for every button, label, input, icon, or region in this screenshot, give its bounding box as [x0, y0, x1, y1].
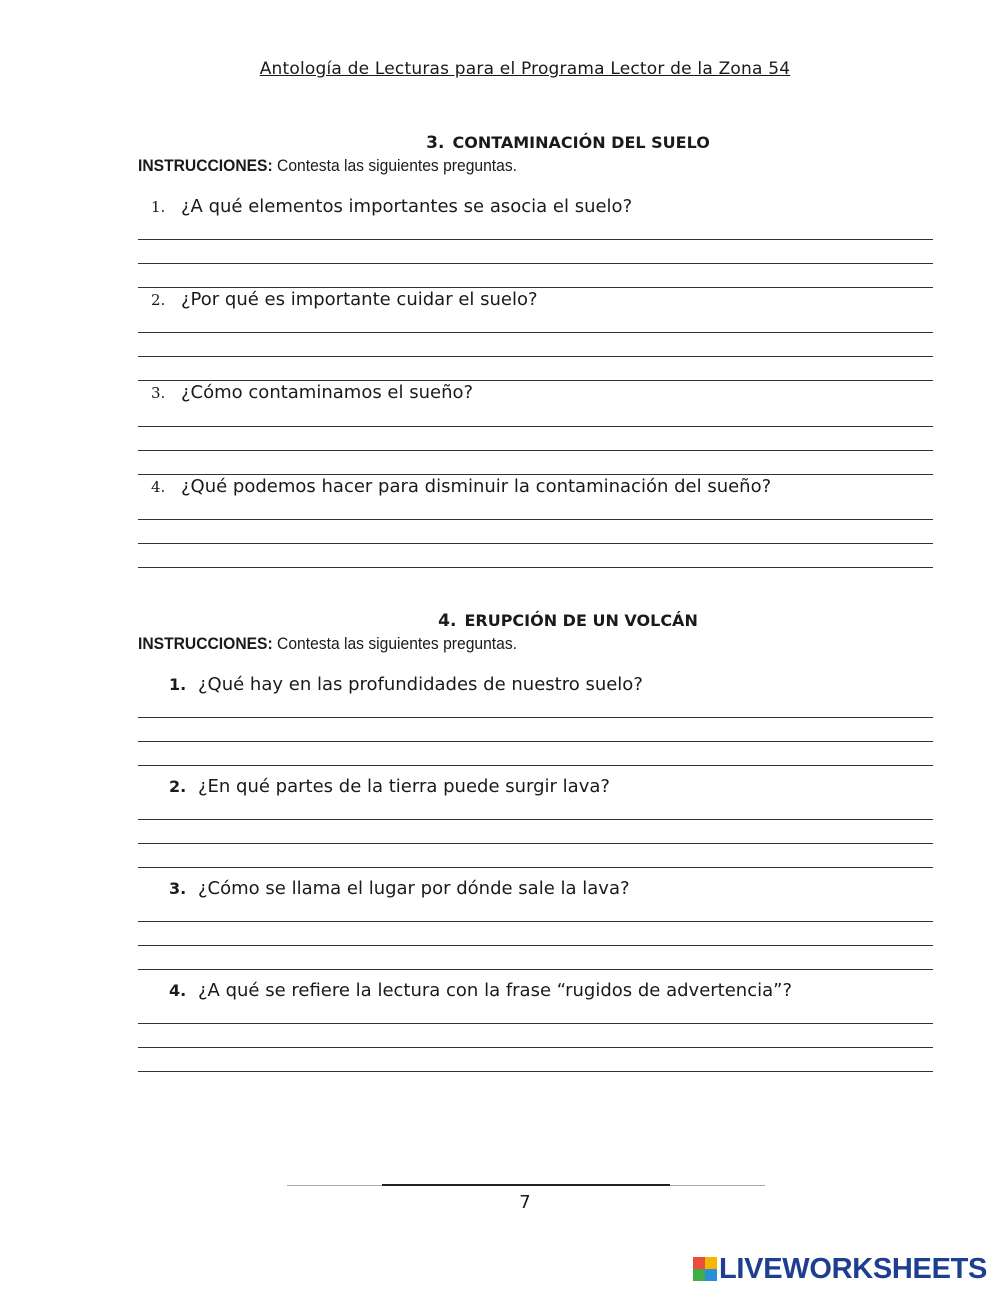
question-number: 2.	[169, 777, 187, 796]
answer-line[interactable]	[138, 1071, 933, 1072]
question-number: 4.	[169, 981, 187, 1000]
section-4-title-text: ERUPCIÓN DE UN VOLCÁN	[464, 611, 698, 630]
question-3-2	[151, 289, 538, 310]
liveworksheets-icon	[693, 1257, 717, 1281]
answer-line[interactable]	[138, 239, 933, 240]
section-4-number: 4.	[438, 611, 457, 631]
question-text: ¿A qué elementos importantes se asocia el suelo?	[181, 196, 633, 217]
question-number: 1.	[151, 198, 166, 216]
answer-line[interactable]	[138, 356, 933, 357]
question-number: 2.	[151, 291, 166, 309]
question-text: ¿Cómo se llama el lugar por dónde sale la lava?	[198, 878, 630, 899]
answer-line[interactable]	[138, 1047, 933, 1048]
instructions-text: Contesta las siguientes preguntas.	[277, 156, 518, 175]
instructions-text: Contesta las siguientes preguntas.	[277, 634, 518, 653]
question-text: ¿Cómo contaminamos el sueño?	[181, 382, 474, 403]
question-4-1	[169, 674, 643, 695]
section-3-title	[0, 133, 1000, 153]
question-text: ¿Qué podemos hacer para disminuir la contaminación del sueño?	[181, 476, 772, 497]
question-4-2	[169, 776, 610, 797]
answer-line[interactable]	[138, 765, 933, 766]
answer-line[interactable]	[138, 332, 933, 333]
answer-line[interactable]	[138, 474, 933, 475]
answer-line[interactable]	[138, 450, 933, 451]
answer-line[interactable]	[138, 287, 933, 288]
answer-line[interactable]	[138, 567, 933, 568]
answer-line[interactable]	[138, 819, 933, 820]
question-text: ¿Qué hay en las profundidades de nuestro suelo?	[198, 674, 643, 695]
question-3-4	[151, 476, 771, 497]
answer-line[interactable]	[138, 945, 933, 946]
liveworksheets-logo[interactable]	[693, 1253, 987, 1285]
question-number: 4.	[151, 478, 166, 496]
answer-line[interactable]	[138, 380, 933, 381]
question-text: ¿A qué se refiere la lectura con la frase “rugidos de advertencia”?	[198, 980, 793, 1001]
answer-line[interactable]	[138, 263, 933, 264]
question-number: 3.	[169, 879, 187, 898]
answer-line[interactable]	[138, 426, 933, 427]
question-number: 1.	[169, 675, 187, 694]
question-number: 3.	[151, 384, 166, 402]
page-header: Antología de Lecturas para el Programa Lector de la Zona 54	[259, 59, 791, 79]
question-3-1	[151, 196, 632, 217]
section-3-instructions	[138, 156, 517, 176]
footer-divider-dark	[382, 1184, 670, 1186]
answer-line[interactable]	[138, 969, 933, 970]
logo-square	[705, 1257, 717, 1269]
section-4-title	[0, 611, 1000, 631]
section-3-title-text: CONTAMINACIÓN DEL SUELO	[452, 133, 710, 152]
instructions-label: INSTRUCCIONES:	[138, 156, 273, 175]
logo-square	[693, 1269, 705, 1281]
question-4-4	[169, 980, 792, 1001]
answer-line[interactable]	[138, 1023, 933, 1024]
section-4-instructions	[138, 634, 517, 654]
answer-line[interactable]	[138, 543, 933, 544]
question-3-3	[151, 382, 473, 403]
section-3-number: 3.	[426, 133, 445, 153]
answer-line[interactable]	[138, 717, 933, 718]
answer-line[interactable]	[138, 741, 933, 742]
answer-line[interactable]	[138, 519, 933, 520]
question-text: ¿Por qué es importante cuidar el suelo?	[181, 289, 538, 310]
answer-line[interactable]	[138, 843, 933, 844]
logo-text: LIVEWORKSHEETS	[719, 1252, 988, 1285]
instructions-label: INSTRUCCIONES:	[138, 634, 273, 653]
page-number: 7	[519, 1192, 531, 1213]
question-4-3	[169, 878, 630, 899]
answer-line[interactable]	[138, 867, 933, 868]
logo-square	[705, 1269, 717, 1281]
answer-line[interactable]	[138, 921, 933, 922]
question-text: ¿En qué partes de la tierra puede surgir lava?	[198, 776, 610, 797]
logo-square	[693, 1257, 705, 1269]
